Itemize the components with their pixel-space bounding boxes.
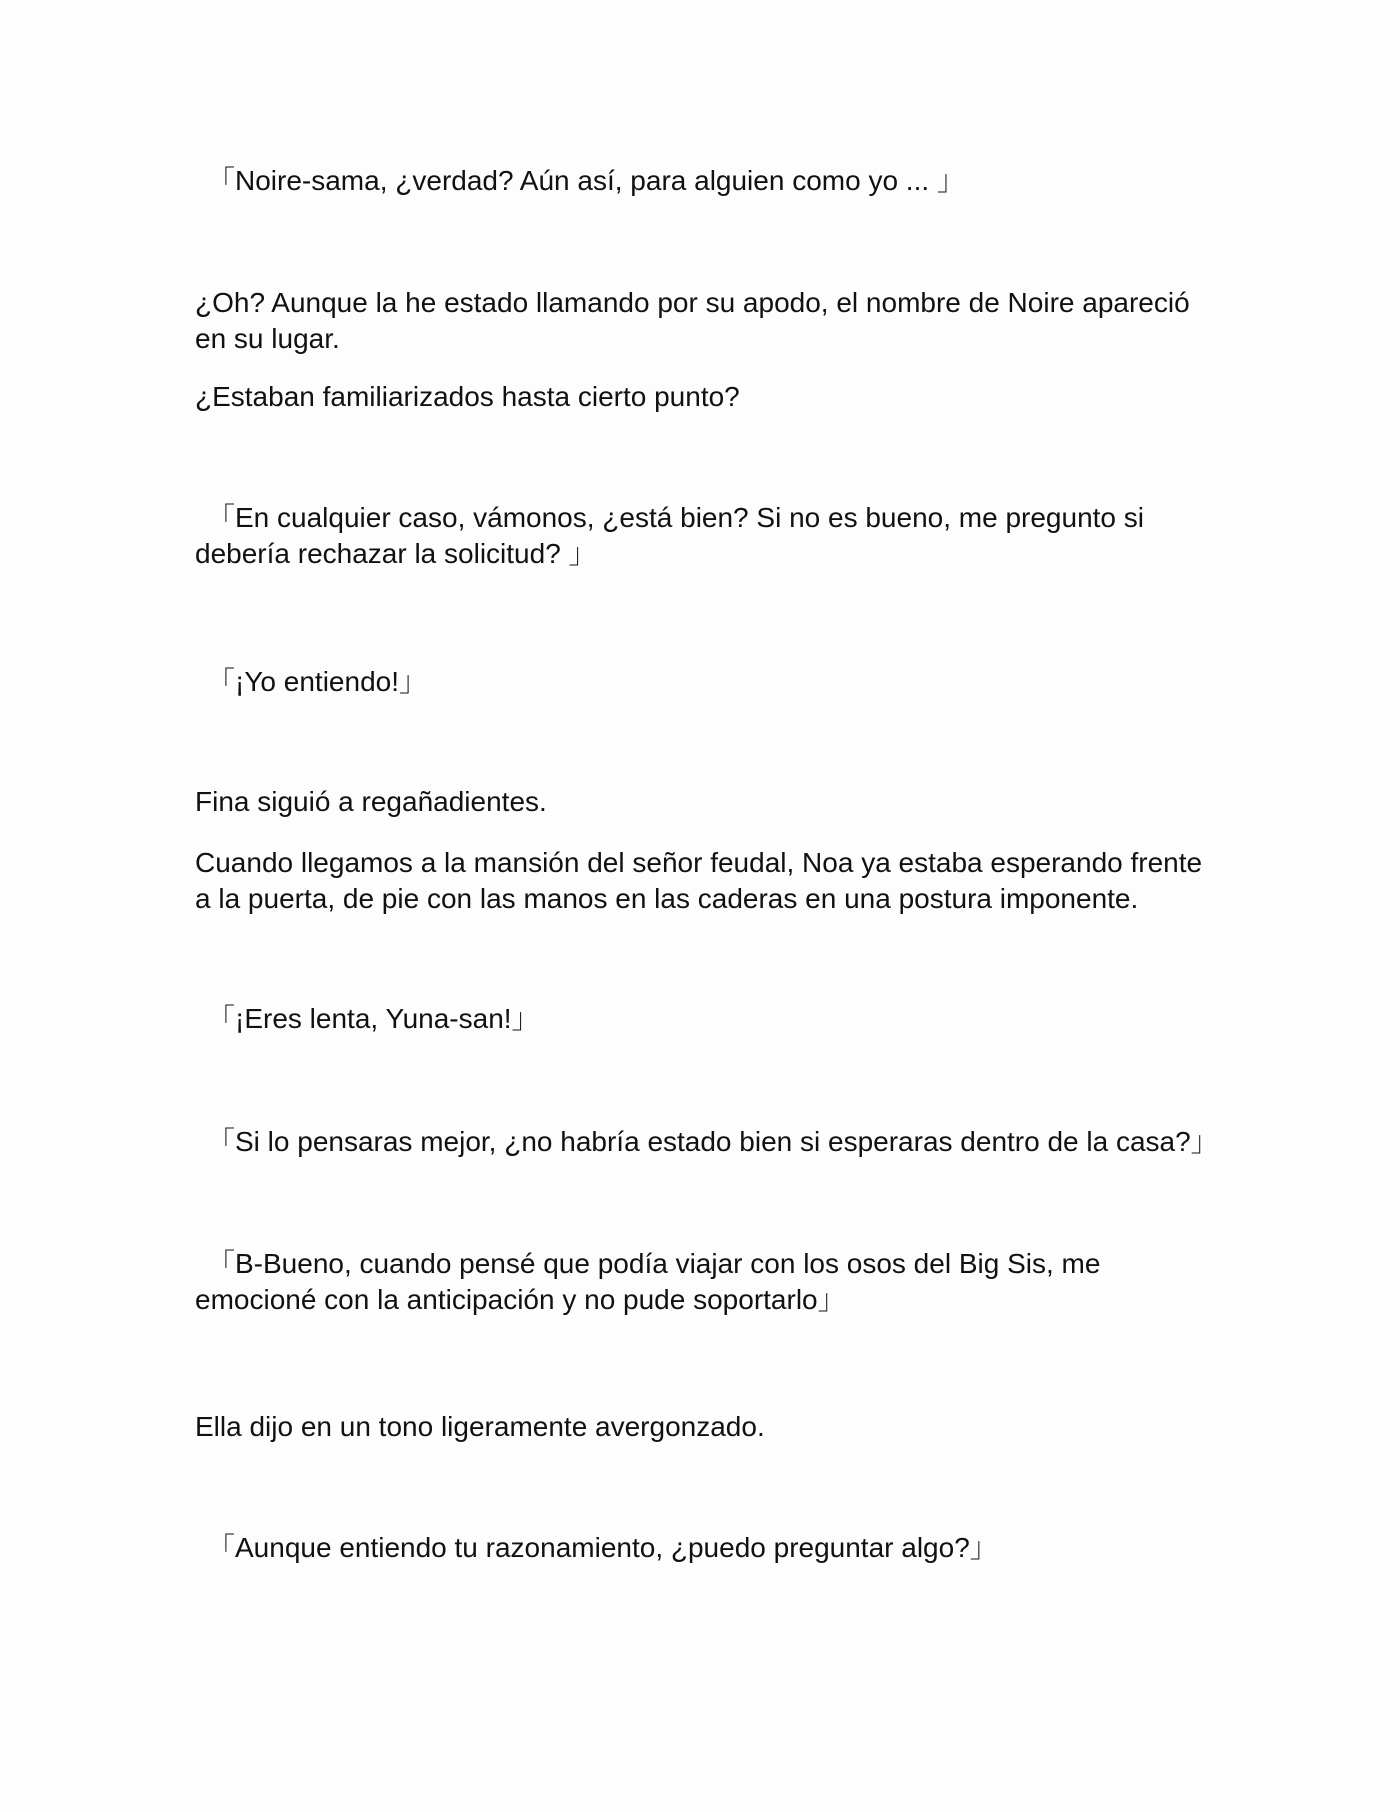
dialogue-paragraph: 「Si lo pensaras mejor, ¿no habría estado bien si esperaras dentro de la casa?」 xyxy=(207,1126,1219,1157)
narration-paragraph: ¿Estaban familiarizados hasta cierto punto? xyxy=(195,381,740,412)
dialogue-paragraph: 「Noire-sama, ¿verdad? Aún así, para alguien como yo ... 」 xyxy=(207,165,965,196)
narration-paragraph: Cuando llegamos a la mansión del señor feudal, Noa ya estaba esperando frente a la puerta, de pie con las manos en las caderas en una postura imponente. xyxy=(195,847,1203,914)
narration-paragraph: Fina siguió a regañadientes. xyxy=(195,786,547,817)
narration-paragraph: Ella dijo en un tono ligeramente avergonzado. xyxy=(195,1411,765,1442)
dialogue-paragraph: 「B-Bueno, cuando pensé que podía viajar con los osos del Big Sis, me emocioné con la anticipación y no pude soportarlo」 xyxy=(195,1248,1101,1315)
dialogue-paragraph: 「En cualquier caso, vámonos, ¿está bien? Si no es bueno, me pregunto si debería rechazar la solicitud? 」 xyxy=(195,502,1144,569)
narration-paragraph: ¿Oh? Aunque la he estado llamando por su apodo, el nombre de Noire apareció en su lugar. xyxy=(195,287,1190,354)
dialogue-paragraph: 「¡Yo entiendo!」 xyxy=(207,666,427,697)
dialogue-paragraph: 「Aunque entiendo tu razonamiento, ¿puedo preguntar algo?」 xyxy=(207,1532,998,1563)
dialogue-paragraph: 「¡Eres lenta, Yuna-san!」 xyxy=(207,1003,540,1034)
